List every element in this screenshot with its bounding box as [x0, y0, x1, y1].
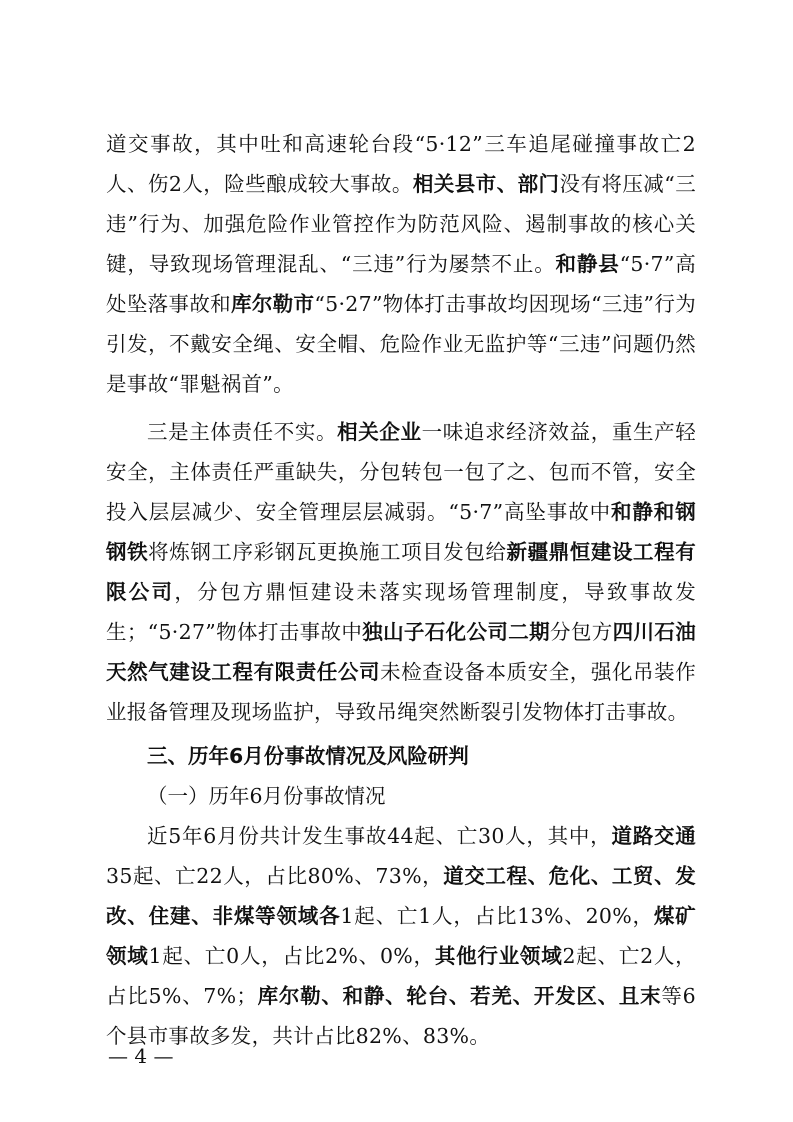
emphasis-text: 新疆鼎恒建设工程有限公司: [106, 540, 696, 604]
emphasis-text: 相关县市、部门: [412, 172, 560, 196]
emphasis-text: 四川石油天然气建设工程有限责任公司: [106, 620, 697, 684]
body-text: ，分包方鼎恒建设未落实现场管理制度，导致事故发生；“5·27”物体打击事故中: [106, 580, 696, 644]
body-text: 1起、亡0人，占比2%、0%，: [148, 944, 435, 968]
emphasis-text: 道交工程、危化、工贸、发改、住建、非煤等领域各: [106, 864, 696, 928]
emphasis-text: 相关企业: [337, 420, 422, 444]
body-text: 道交事故，其中吐和高速轮台段“5·12”三车追尾碰撞事故亡2人、伤2人，险些酿成较大事故。: [106, 132, 696, 196]
emphasis-text: 其他行业领域: [434, 944, 563, 968]
page-number: — 4 —: [108, 1044, 174, 1068]
emphasis-text: 库尔勒、和静、轮台、若羌、开发区、且末: [257, 984, 662, 1008]
body-text: 三是主体责任不实。: [147, 420, 338, 444]
body-text: 将炼钢工序彩钢瓦更换施工项目发包给: [148, 540, 507, 564]
body-text: 分包方: [550, 620, 613, 644]
body-text: 一味追求经济效益，重生产轻安全，主体责任严重缺失，分包转包一包了之、包而不管，安全投入层层减少、安全管理层层减弱。“5·7”高坠事故中: [106, 420, 697, 524]
body-text: 等6个县市事故多发，共计占比82%、83%。: [106, 984, 696, 1048]
emphasis-text: 道路交通: [611, 824, 696, 848]
emphasis-text: 和静县: [555, 252, 620, 276]
body-text: 未检查设备本质安全，强化吊装作业报备管理及现场监护，导致吊绳突然断裂引发物体打击事故。: [106, 660, 696, 724]
body-text: 2起、亡2人，占比5%、7%；: [106, 944, 696, 1008]
body-text: “5·27”物体打击事故均因现场“三违”行为引发，不戴安全绳、安全帽、危险作业无监护等“三违”问题仍然是事故“罪魁祸首”。: [106, 292, 696, 396]
paragraph-june-statistics: [106, 816, 696, 1056]
subsection-heading: （一）历年6月份事故情况: [147, 784, 386, 808]
body-text: 没有将压减“三违”行为、加强危险作业管控作为防范风险、遏制事故的核心关键，导致现场管理混乱、“三违”行为屡禁不止。: [106, 172, 696, 276]
paragraph-violations: [106, 124, 696, 404]
body-text: 近5年6月份共计发生事故44起、亡30人，其中，: [147, 824, 612, 848]
body-text: “5·7”高处坠落事故和: [106, 252, 697, 316]
emphasis-text: 煤矿领域: [106, 904, 696, 968]
emphasis-text: 库尔勒市: [231, 292, 315, 316]
document-body: [106, 124, 696, 1056]
emphasis-text: 和静和钢钢铁: [106, 500, 696, 564]
emphasis-text: 独山子石化公司二期: [362, 620, 550, 644]
paragraph-subject-responsibility: [106, 412, 696, 732]
body-text: 35起、亡22人，占比80%、73%，: [106, 864, 444, 888]
body-text: 1起、亡1人，占比13%、20%，: [340, 904, 654, 928]
section-heading: 三、历年6月份事故情况及风险研判: [147, 744, 469, 768]
